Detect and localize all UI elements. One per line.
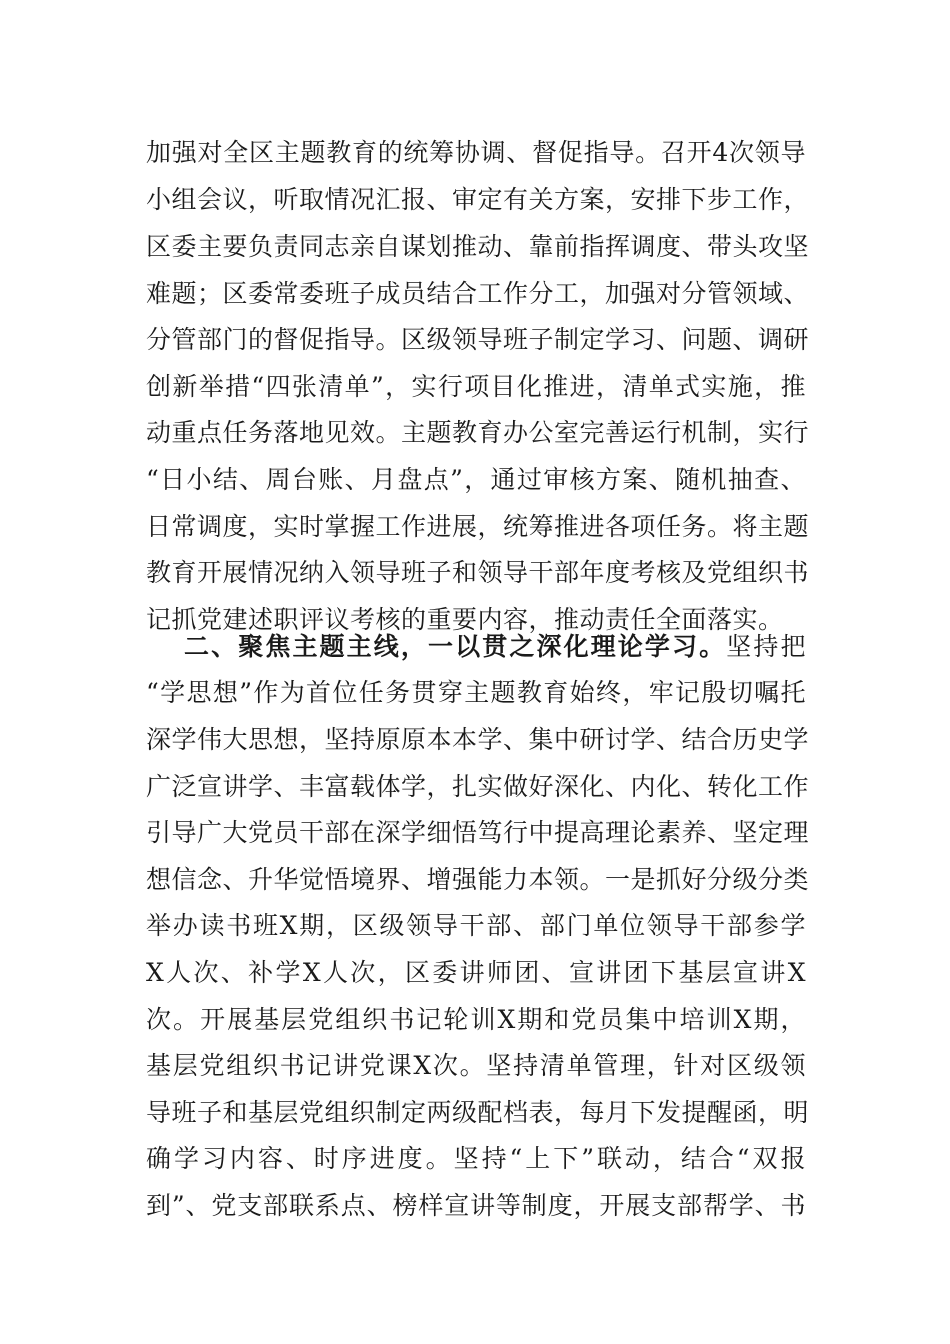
paragraph-1-line: 小组会议，听取情况汇报、审定有关方案，安排下步工作， — [146, 185, 810, 214]
paragraph-2-first-line-text: 坚持把 — [726, 632, 806, 661]
paragraph-1-line: 分管部门的督促指导。区级领导班子制定学习、问题、调研 — [146, 325, 810, 354]
paragraph-1-line: 加强对全区主题教育的统筹协调、督促指导。召开4次领导 — [146, 138, 806, 167]
paragraph-2-line: 导班子和基层党组织制定两级配档表，每月下发提醒函，明 — [146, 1098, 810, 1127]
paragraph-2-line: 次。开展基层党组织书记轮训X期和党员集中培训X期， — [146, 1005, 806, 1034]
paragraph-1-line: 动重点任务落地见效。主题教育办公室完善运行机制，实行 — [146, 418, 810, 447]
paragraph-2-line: X人次、补学X人次，区委讲师团、宣讲团下基层宣讲X — [146, 958, 806, 987]
paragraph-1-line: “日小结、周台账、月盘点”，通过审核方案、随机抽查、 — [146, 465, 806, 494]
paragraph-2-line: “学思想”作为首位任务贯穿主题教育始终，牢记殷切嘱托 — [146, 678, 806, 707]
paragraph-1-line: 区委主要负责同志亲自谋划推动、靠前指挥调度、带头攻坚 — [146, 232, 810, 261]
paragraph-1-line: 教育开展情况纳入领导班子和领导干部年度考核及党组织书 — [146, 558, 810, 587]
paragraph-2-line: 广泛宣讲学、丰富载体学，扎实做好深化、内化、转化工作 — [146, 772, 810, 801]
paragraph-2-line: 想信念、升华觉悟境界、增强能力本领。一是抓好分级分类 — [146, 865, 810, 894]
paragraph-2-first-line — [184, 627, 806, 667]
paragraph-1-line: 日常调度，实时掌握工作进展，统筹推进各项任务。将主题 — [146, 512, 810, 541]
paragraph-2-line: 确学习内容、时序进度。坚持“上下”联动，结合“双报 — [146, 1144, 806, 1173]
paragraph-2-line: 基层党组织书记讲党课X次。坚持清单管理，针对区级领 — [146, 1051, 806, 1080]
paragraph-1-line: 难题；区委常委班子成员结合工作分工，加强对分管领域、 — [146, 279, 810, 308]
section-heading: 二、聚焦主题主线，一以贯之深化理论学习。 — [184, 632, 727, 661]
paragraph-1-line: 记抓党建述职评议考核的重要内容，推动责任全面落实。 — [146, 605, 784, 634]
paragraph-2-line: 深学伟大思想，坚持原原本本学、集中研讨学、结合历史学 — [146, 725, 810, 754]
paragraph-1-line: 创新举措“四张清单”，实行项目化推进，清单式实施，推 — [146, 372, 806, 401]
paragraph-2-line: 到”、党支部联系点、榜样宣讲等制度，开展支部帮学、书 — [146, 1191, 806, 1220]
paragraph-2-line: 举办读书班X期，区级领导干部、部门单位领导干部参学 — [146, 911, 806, 940]
paragraph-2-line: 引导广大党员干部在深学细悟笃行中提高理论素养、坚定理 — [146, 818, 810, 847]
